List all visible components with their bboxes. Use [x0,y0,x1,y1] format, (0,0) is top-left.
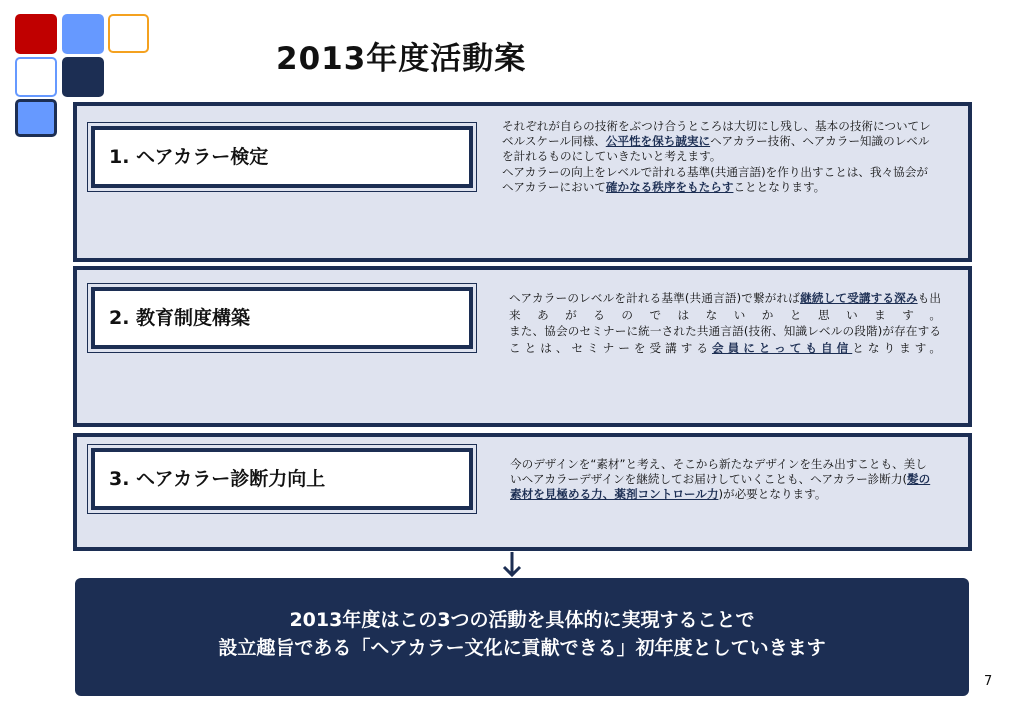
activity-panel-3 [73,433,972,551]
down-arrow-icon [501,552,523,578]
page-number: 7 [984,674,993,689]
activity-label-box-3 [91,448,473,510]
activity-label-box-1 [91,126,473,188]
activity-desc-1: それぞれが自らの技術をぶつけ合うところは大切にし残し、基本の技術についてレベルスケール同様、公平性を保ち誠実にヘアカラー技術、ヘアカラー知識のレベルを計れるものにしていきたいと考えます。 ヘアカラーの向上をレベルで計れる基準(共通言語)を作り出すことは、我々協会がヘアカラーにおいて確かなる秩序をもたらすこととなります。 [502,119,931,194]
deco-square-orange-outline [108,14,149,53]
highlight-text: 会員にとっても自信 [711,340,853,355]
highlight-text: 確かなる秩序をもたらす [605,179,734,194]
deco-square-blue-outline [15,57,57,97]
summary-line-2: 設立趣旨である「ヘアカラー文化に貢献できる」初年度としていきます [218,637,826,659]
highlight-text: 公平性を保ち誠実に [605,134,711,149]
activity-panel-1 [73,102,972,262]
summary-line-1: 2013年度はこの3つの活動を具体的に実現することで [289,609,755,631]
activity-desc-2: ヘアカラーのレベルを計れる基準(共通言語)で繋がれば継続して受講する深みも出来あがるのではないかと思います。 また、協会のセミナーに統一された共通言語(技術、知識レベルの段階)が存在することは、セミナーを受講する会員にとっても自信となります。 [509,291,941,355]
deco-square-blue [62,14,104,54]
activity-label-1: 1. ヘアカラー検定 [109,146,269,168]
deco-square-navy [62,57,104,97]
page-title: 2013年度活動案 [276,41,527,77]
deco-square-red [15,14,57,54]
deco-square-blue-navy-border [15,99,57,137]
highlight-text: 髪の素材を見極める力、薬剤コントロール力 [510,472,931,502]
highlight-text: 継続して受講する深み [800,291,918,305]
activity-label-2: 2. 教育制度構築 [109,307,251,329]
activity-panel-2 [73,266,972,427]
activity-label-3: 3. ヘアカラー診断力向上 [109,468,326,490]
activity-label-box-2 [91,287,473,349]
activity-desc-3: 今のデザインを“素材”と考え、そこから新たなデザインを生み出すことも、美しいヘアカラーデザインを継続してお届けしていくことも、ヘアカラー診断力(髪の素材を見極める力、薬剤コントロール力)が必要となります。 [510,457,931,502]
summary-box [75,578,969,696]
